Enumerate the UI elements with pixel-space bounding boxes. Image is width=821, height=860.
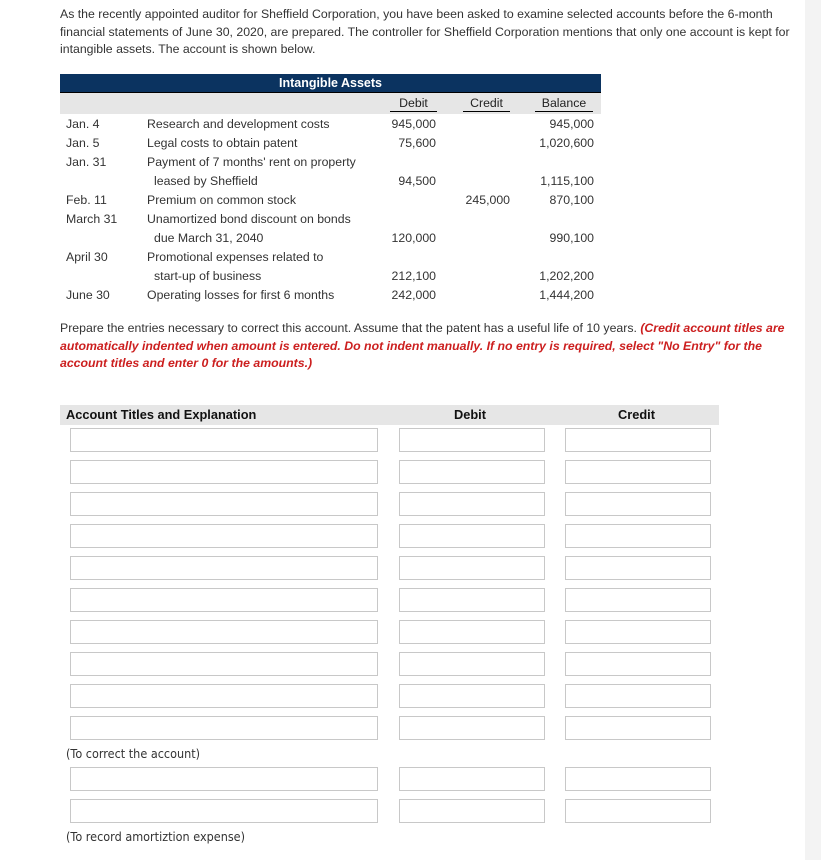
debit-input[interactable] (399, 556, 545, 580)
account-title-input[interactable] (70, 428, 378, 452)
debit-input[interactable] (399, 799, 545, 823)
credit-input[interactable] (565, 524, 711, 548)
row-description: Payment of 7 months' rent on property (147, 155, 356, 169)
credit-input[interactable] (565, 620, 711, 644)
row-description: Legal costs to obtain patent (147, 136, 298, 150)
debit-input[interactable] (399, 588, 545, 612)
table-row (60, 153, 601, 172)
instructions-note: (Credit account titles are automatically indented when amount is entered. Do not indent manually. If no entry is required, select "No Entry" for the account titles and enter 0 for the amounts.) (60, 321, 785, 370)
intangible-assets-table (60, 74, 601, 305)
account-title-input[interactable] (70, 588, 378, 612)
account-title-input[interactable] (70, 767, 378, 791)
credit-input[interactable] (565, 684, 711, 708)
row-description: Promotional expenses related to (147, 250, 324, 264)
row-debit: 945,000 (391, 117, 436, 131)
debit-input[interactable] (399, 524, 545, 548)
row-balance: 1,202,200 (539, 269, 594, 283)
row-description: Unamortized bond discount on bonds (147, 212, 351, 226)
row-balance: 945,000 (549, 117, 594, 131)
table-row (60, 210, 601, 229)
table-row (60, 191, 601, 210)
debit-input[interactable] (399, 767, 545, 791)
instructions (60, 320, 785, 373)
credit-input[interactable] (565, 492, 711, 516)
account-title-input[interactable] (70, 492, 378, 516)
row-balance: 1,115,100 (540, 174, 594, 188)
debit-input[interactable] (399, 652, 545, 676)
row-date: June 30 (66, 288, 110, 302)
row-balance: 1,444,200 (539, 288, 594, 302)
account-title-input[interactable] (70, 652, 378, 676)
row-balance: 1,020,600 (539, 136, 594, 150)
row-debit: 212,100 (391, 269, 436, 283)
table-header (60, 93, 601, 114)
table-row (60, 172, 601, 191)
credit-input[interactable] (565, 556, 711, 580)
row-description: leased by Sheffield (154, 174, 258, 188)
row-debit: 94,500 (398, 174, 436, 188)
row-date: March 31 (66, 212, 118, 226)
row-date: Feb. 11 (66, 193, 107, 207)
account-title-input[interactable] (70, 556, 378, 580)
table-row (60, 248, 601, 267)
credit-input[interactable] (565, 767, 711, 791)
header-journal-credit: Credit (618, 407, 655, 422)
intro-text: As the recently appointed auditor for Sheffield Corporation, you have been asked to examine selected accounts before the 6-month financial statements of June 30, 2020, are prepared. The controller for Sheffield Corporation mentions that only one account is kept for intangible assets. The account is shown below. (60, 7, 790, 56)
row-balance: 990,100 (549, 231, 594, 245)
row-credit: 245,000 (465, 193, 510, 207)
credit-input[interactable] (565, 652, 711, 676)
row-debit: 120,000 (391, 231, 436, 245)
debit-input[interactable] (399, 684, 545, 708)
account-title-input[interactable] (70, 620, 378, 644)
credit-input[interactable] (565, 428, 711, 452)
note-correct-account: (To correct the account) (66, 746, 201, 761)
account-title-input[interactable] (70, 460, 378, 484)
account-title-input[interactable] (70, 799, 378, 823)
row-date: Jan. 31 (66, 155, 107, 169)
row-description: start-up of business (154, 269, 262, 283)
debit-input[interactable] (399, 428, 545, 452)
instructions-text: Prepare the entries necessary to correct this account. Assume that the patent has a useful life of 10 years. (60, 321, 637, 335)
table-title: Intangible Assets (60, 74, 601, 93)
table-row (60, 115, 601, 134)
account-title-input[interactable] (70, 716, 378, 740)
table-row (60, 229, 601, 248)
header-journal-debit: Debit (454, 407, 486, 422)
table-row (60, 267, 601, 286)
credit-input[interactable] (565, 716, 711, 740)
row-description: Operating losses for first 6 months (147, 288, 335, 302)
account-title-input[interactable] (70, 684, 378, 708)
journal-header (60, 405, 719, 425)
row-description: due March 31, 2040 (154, 231, 264, 245)
row-debit: 242,000 (391, 288, 436, 302)
header-account-titles: Account Titles and Explanation (66, 407, 257, 422)
header-debit: Debit (390, 96, 437, 112)
row-balance: 870,100 (549, 193, 594, 207)
row-description: Premium on common stock (147, 193, 296, 207)
credit-input[interactable] (565, 460, 711, 484)
row-date: April 30 (66, 250, 108, 264)
table-row (60, 134, 601, 153)
row-debit: 75,600 (398, 136, 436, 150)
credit-input[interactable] (565, 588, 711, 612)
row-description: Research and development costs (147, 117, 330, 131)
row-date: Jan. 4 (66, 117, 100, 131)
debit-input[interactable] (399, 492, 545, 516)
row-date: Jan. 5 (66, 136, 100, 150)
credit-input[interactable] (565, 799, 711, 823)
debit-input[interactable] (399, 460, 545, 484)
debit-input[interactable] (399, 620, 545, 644)
note-amortization: (To record amortiztion expense) (66, 829, 246, 844)
account-title-input[interactable] (70, 524, 378, 548)
table-row (60, 286, 601, 305)
debit-input[interactable] (399, 716, 545, 740)
header-balance: Balance (535, 96, 593, 112)
header-credit: Credit (463, 96, 510, 112)
